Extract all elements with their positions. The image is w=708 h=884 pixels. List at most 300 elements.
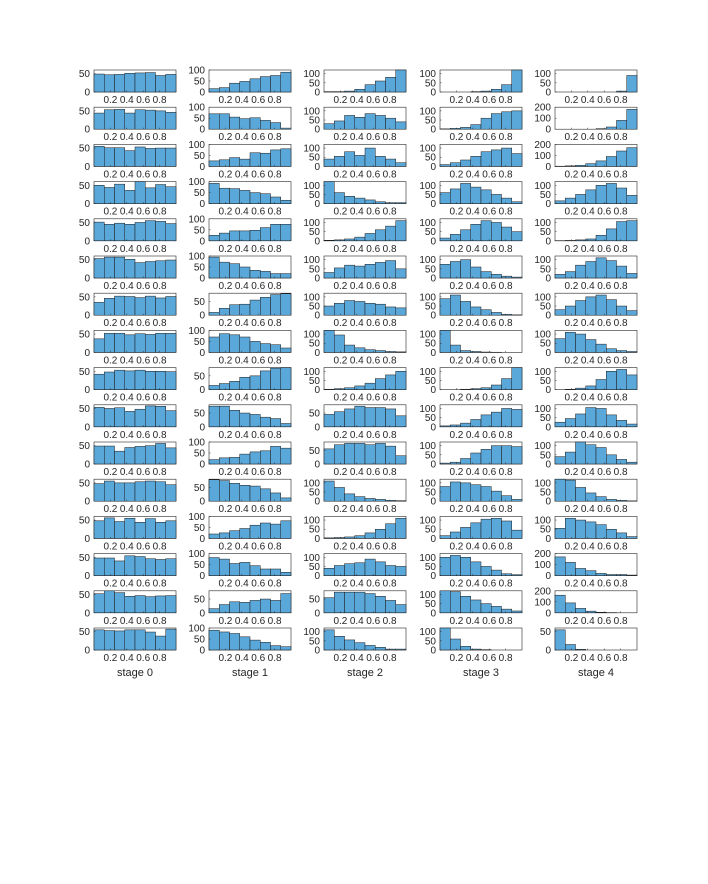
- histogram-bar: [230, 117, 240, 129]
- y-tick-label: 100: [419, 292, 436, 304]
- x-tick-label: 0.4: [465, 318, 480, 330]
- x-axis-label: stage 2: [346, 667, 384, 679]
- x-tick-label: 0.4: [234, 318, 249, 330]
- histogram-bar: [576, 194, 586, 203]
- x-tick-label: 0.2: [564, 504, 579, 516]
- histogram-bar: [135, 596, 145, 613]
- x-tick-label: 0.8: [613, 206, 628, 218]
- histogram-panel: [303, 330, 406, 367]
- histogram-bar: [115, 370, 125, 389]
- histogram-bar: [565, 272, 575, 278]
- y-tick-label: 100: [419, 255, 436, 267]
- histogram-bar: [471, 307, 481, 315]
- histogram-panel: [303, 255, 406, 292]
- y-tick-label: 100: [188, 139, 205, 151]
- histogram-bar: [345, 115, 355, 129]
- y-tick-label: 0: [545, 161, 551, 173]
- y-tick-label: 0: [545, 496, 551, 508]
- x-tick-label: 0.4: [349, 578, 364, 590]
- x-tick-label: 0.6: [597, 541, 612, 553]
- x-tick-label: 0.6: [251, 206, 266, 218]
- histogram-bar: [565, 419, 575, 427]
- histogram-bar: [471, 523, 481, 539]
- histogram-bar: [135, 630, 145, 650]
- histogram-panel: [534, 140, 637, 181]
- x-tick-label: 0.8: [382, 95, 397, 106]
- y-tick-label: 50: [193, 296, 205, 308]
- histogram-bar: [115, 257, 125, 278]
- histogram-bar: [240, 529, 250, 539]
- histogram-bar: [375, 562, 385, 576]
- x-tick-label: 0.6: [366, 95, 381, 106]
- histogram-bar: [250, 270, 260, 278]
- histogram-bar: [94, 374, 104, 389]
- x-tick-label: 0.8: [613, 653, 628, 664]
- histogram-bar: [375, 596, 385, 613]
- x-tick-label: 0.8: [613, 615, 628, 627]
- x-tick-label: 0.8: [498, 504, 513, 516]
- histogram-bar: [94, 222, 104, 241]
- histogram-bar: [502, 198, 512, 204]
- y-tick-label: 0: [430, 87, 436, 99]
- histogram-bar: [627, 221, 637, 241]
- histogram-bar: [219, 262, 229, 278]
- x-tick-label: 0.6: [251, 615, 266, 627]
- histogram-bar: [396, 352, 406, 353]
- histogram-bar: [209, 114, 219, 129]
- histogram-bar: [209, 161, 219, 167]
- column-stage-2: [303, 69, 406, 679]
- histogram-bar: [576, 608, 586, 612]
- y-tick-label: 100: [303, 255, 320, 267]
- histogram-bar: [324, 630, 334, 650]
- histogram-bar: [491, 606, 501, 612]
- y-tick-label: 50: [193, 371, 205, 383]
- x-tick-label: 0.4: [234, 243, 249, 255]
- histogram-bar: [219, 559, 229, 576]
- histogram-bar: [104, 558, 114, 576]
- histogram-bar: [386, 566, 396, 576]
- x-tick-label: 0.2: [333, 318, 348, 330]
- histogram-panel: [419, 218, 522, 255]
- y-tick-label: 100: [303, 292, 320, 304]
- x-axis-label: stage 3: [462, 667, 500, 679]
- y-tick-label: 50: [78, 627, 90, 639]
- histogram-bar: [209, 337, 219, 352]
- x-tick-label: 0.8: [613, 578, 628, 590]
- histogram-bar: [135, 557, 145, 576]
- histogram-bar: [271, 274, 281, 278]
- histogram-bar: [271, 419, 281, 427]
- histogram-bar: [386, 500, 396, 501]
- histogram-bar: [512, 611, 522, 613]
- histogram-bar: [596, 161, 606, 167]
- y-tick-label: 100: [419, 329, 436, 341]
- histogram-panel: [188, 624, 291, 665]
- histogram-bar: [440, 238, 450, 241]
- y-tick-label: 50: [193, 448, 205, 460]
- x-tick-label: 0.8: [152, 169, 167, 181]
- histogram-panel: [309, 591, 406, 627]
- x-tick-label: 0.8: [382, 504, 397, 516]
- histogram-bar: [596, 129, 606, 130]
- histogram-bar: [386, 446, 396, 464]
- y-tick-label: 50: [78, 217, 90, 229]
- histogram-bar: [260, 599, 270, 613]
- histogram-panel: [419, 404, 522, 441]
- histogram-bar: [281, 128, 291, 129]
- y-tick-label: 50: [539, 450, 551, 462]
- histogram-bar: [250, 600, 260, 612]
- histogram-bar: [396, 566, 406, 575]
- histogram-bar: [219, 334, 229, 353]
- y-tick-label: 0: [199, 533, 205, 545]
- histogram-bar: [345, 443, 355, 464]
- histogram-panel: [79, 330, 176, 367]
- histogram-bar: [145, 519, 155, 539]
- histogram-bar: [396, 221, 406, 241]
- x-tick-label: 0.8: [613, 243, 628, 255]
- histogram-bar: [324, 330, 334, 352]
- y-tick-label: 50: [539, 338, 551, 350]
- histogram-bar: [565, 603, 575, 613]
- y-tick-label: 50: [78, 180, 90, 192]
- histogram-bar: [461, 483, 471, 501]
- histogram-bar: [565, 518, 575, 538]
- histogram-bar: [450, 234, 460, 240]
- histogram-panel: [194, 368, 291, 404]
- histogram-bar: [260, 642, 270, 650]
- x-tick-label: 0.2: [218, 504, 233, 516]
- histogram-bar: [565, 198, 575, 204]
- x-tick-label: 0.4: [119, 615, 134, 627]
- y-tick-label: 0: [314, 422, 320, 434]
- x-tick-label: 0.6: [597, 95, 612, 106]
- histogram-panel: [534, 516, 637, 553]
- histogram-bar: [617, 575, 627, 576]
- histogram-bar: [461, 459, 471, 465]
- x-tick-label: 0.2: [564, 243, 579, 255]
- histogram-bar: [471, 351, 481, 352]
- x-tick-label: 0.6: [482, 318, 497, 330]
- y-tick-label: 100: [303, 217, 320, 229]
- y-tick-label: 100: [419, 366, 436, 378]
- y-tick-label: 50: [193, 522, 205, 534]
- histogram-bar: [512, 277, 522, 278]
- histogram-bar: [240, 190, 250, 203]
- histogram-bar: [386, 409, 396, 427]
- histogram-bar: [219, 384, 229, 390]
- histogram-panel: [303, 292, 406, 329]
- x-tick-label: 0.6: [366, 132, 381, 144]
- x-tick-label: 0.2: [103, 504, 118, 516]
- histogram-panel: [534, 103, 637, 144]
- y-tick-label: 50: [424, 450, 436, 462]
- histogram-bar: [260, 371, 270, 390]
- histogram-bar: [440, 193, 450, 204]
- histogram-bar: [166, 521, 176, 539]
- x-tick-label: 0.2: [218, 355, 233, 367]
- histogram-bar: [396, 371, 406, 389]
- x-tick-label: 0.8: [267, 318, 282, 330]
- y-tick-label: 50: [539, 413, 551, 425]
- histogram-bar: [334, 566, 344, 576]
- y-tick-label: 0: [199, 310, 205, 322]
- histogram-bar: [365, 264, 375, 278]
- x-tick-label: 0.4: [465, 169, 480, 181]
- y-tick-label: 0: [430, 571, 436, 583]
- histogram-bar: [135, 263, 145, 278]
- y-tick-label: 50: [78, 106, 90, 118]
- y-tick-label: 200: [534, 586, 551, 598]
- histogram-bar: [135, 182, 145, 204]
- histogram-bar: [606, 415, 616, 427]
- histogram-bar: [555, 528, 565, 538]
- histogram-bar: [576, 414, 586, 427]
- x-tick-label: 0.4: [349, 467, 364, 478]
- histogram-bar: [576, 240, 586, 241]
- y-tick-label: 0: [430, 347, 436, 359]
- histogram-bar: [334, 412, 344, 427]
- x-tick-label: 0.6: [251, 95, 266, 106]
- histogram-bar: [104, 408, 114, 426]
- histogram-bar: [576, 649, 586, 650]
- histogram-bar: [345, 239, 355, 241]
- x-tick-label: 0.4: [349, 243, 364, 255]
- histogram-bar: [156, 148, 166, 166]
- histogram-bar: [586, 297, 596, 315]
- y-tick-label: 100: [188, 511, 205, 523]
- x-tick-label: 0.6: [251, 281, 266, 292]
- histogram-bar: [271, 446, 281, 464]
- y-tick-label: 100: [534, 329, 551, 341]
- histogram-bar: [396, 269, 406, 278]
- histogram-bar: [260, 228, 270, 241]
- histogram-bar: [271, 123, 281, 130]
- histogram-panel: [419, 69, 522, 106]
- histogram-bar: [209, 89, 219, 92]
- histogram-bar: [219, 481, 229, 502]
- y-tick-label: 50: [424, 78, 436, 90]
- histogram-panel: [79, 590, 176, 627]
- x-tick-label: 0.4: [465, 355, 480, 367]
- histogram-bar: [240, 119, 250, 130]
- histogram-bar: [324, 481, 334, 501]
- histogram-panel: [79, 218, 176, 255]
- histogram-bar: [260, 417, 270, 427]
- y-tick-label: 0: [545, 533, 551, 545]
- histogram-bar: [104, 187, 114, 203]
- x-tick-label: 0.4: [349, 504, 364, 516]
- histogram-panel: [303, 516, 406, 553]
- y-tick-label: 0: [314, 608, 320, 620]
- x-tick-label: 0.8: [267, 429, 282, 441]
- x-tick-label: 0.6: [366, 653, 381, 664]
- y-tick-label: 50: [424, 301, 436, 313]
- histogram-bar: [512, 368, 522, 390]
- y-tick-label: 50: [424, 189, 436, 201]
- x-tick-label: 0.6: [366, 615, 381, 627]
- x-tick-label: 0.4: [119, 429, 134, 441]
- histogram-bar: [135, 298, 145, 316]
- y-tick-label: 0: [545, 571, 551, 583]
- histogram-bar: [502, 609, 512, 613]
- y-tick-label: 50: [539, 627, 551, 639]
- histogram-bar: [166, 74, 176, 92]
- histogram-bar: [334, 240, 344, 241]
- histogram-bar: [512, 447, 522, 464]
- histogram-bar: [94, 259, 104, 278]
- x-tick-label: 0.8: [152, 281, 167, 292]
- histogram-bar: [125, 224, 135, 241]
- histogram-bar: [555, 479, 565, 501]
- y-tick-label: 50: [424, 375, 436, 387]
- x-tick-label: 0.4: [119, 355, 134, 367]
- x-tick-label: 0.4: [465, 504, 480, 516]
- histogram-bar: [145, 110, 155, 129]
- histogram-bar: [386, 261, 396, 278]
- x-tick-label: 0.6: [251, 541, 266, 553]
- histogram-bar: [115, 408, 125, 427]
- x-tick-label: 0.2: [218, 281, 233, 292]
- histogram-bar: [512, 232, 522, 241]
- histogram-panel: [419, 144, 522, 181]
- y-tick-label: 50: [424, 264, 436, 276]
- x-tick-label: 0.4: [234, 429, 249, 441]
- histogram-bar: [125, 596, 135, 613]
- y-tick-label: 0: [314, 496, 320, 508]
- histogram-bar: [166, 224, 176, 241]
- histogram-bar: [104, 631, 114, 650]
- y-tick-label: 0: [430, 310, 436, 322]
- histogram-bar: [355, 301, 365, 315]
- column-stage-3: [419, 69, 522, 679]
- histogram-panel: [79, 106, 176, 143]
- histogram-bar: [355, 443, 365, 464]
- histogram-bar: [440, 536, 450, 539]
- histogram-panel: [309, 442, 406, 478]
- histogram-bar: [555, 422, 565, 427]
- histogram-bar: [250, 640, 260, 650]
- y-tick-label: 0: [545, 273, 551, 285]
- x-tick-label: 0.6: [482, 392, 497, 404]
- histogram-bar: [250, 525, 260, 538]
- y-tick-label: 100: [188, 65, 205, 77]
- histogram-bar: [617, 151, 627, 166]
- histogram-bar: [125, 483, 135, 501]
- x-tick-label: 0.4: [580, 132, 595, 144]
- histogram-bar: [260, 77, 270, 92]
- histogram-bar: [375, 499, 385, 501]
- x-tick-label: 0.2: [564, 429, 579, 441]
- y-tick-label: 50: [539, 524, 551, 536]
- histogram-bar: [230, 158, 240, 167]
- histogram-bar: [606, 349, 616, 353]
- histogram-panel: [79, 553, 176, 590]
- histogram-bar: [219, 406, 229, 427]
- x-tick-label: 0.6: [251, 467, 266, 478]
- histogram-bar: [250, 118, 260, 129]
- histogram-bar: [586, 262, 596, 279]
- histogram-bar: [355, 592, 365, 613]
- histogram-bar: [617, 120, 627, 129]
- y-tick-label: 0: [545, 459, 551, 471]
- histogram-bar: [386, 226, 396, 241]
- histogram-bar: [555, 339, 565, 353]
- histogram-panel: [303, 367, 406, 404]
- histogram-bar: [334, 193, 344, 204]
- histogram-bar: [491, 446, 501, 464]
- x-tick-label: 0.2: [449, 318, 464, 330]
- x-tick-label: 0.8: [498, 392, 513, 404]
- histogram-bar: [281, 448, 291, 464]
- histogram-panel: [303, 218, 406, 255]
- x-tick-label: 0.2: [103, 615, 118, 627]
- y-tick-label: 0: [545, 422, 551, 434]
- y-tick-label: 0: [84, 347, 90, 359]
- histogram-bar: [240, 231, 250, 241]
- y-tick-label: 0: [199, 161, 205, 173]
- histogram-panel: [419, 181, 522, 218]
- x-tick-label: 0.6: [136, 206, 151, 218]
- x-tick-label: 0.2: [218, 578, 233, 590]
- y-tick-label: 0: [430, 236, 436, 248]
- histogram-panel: [79, 367, 176, 404]
- x-tick-label: 0.8: [382, 355, 397, 367]
- y-tick-label: 50: [539, 375, 551, 387]
- histogram-bar: [471, 156, 481, 166]
- histogram-bar: [365, 408, 375, 427]
- histogram-bar: [345, 564, 355, 576]
- histogram-bar: [260, 120, 270, 129]
- histogram-bar: [104, 148, 114, 167]
- histogram-bar: [115, 74, 125, 92]
- y-tick-label: 100: [188, 214, 205, 226]
- histogram-bar: [334, 487, 344, 501]
- x-tick-label: 0.8: [382, 318, 397, 330]
- histogram-bar: [617, 306, 627, 315]
- x-tick-label: 0.8: [498, 169, 513, 181]
- x-tick-label: 0.4: [465, 467, 480, 478]
- histogram-bar: [166, 333, 176, 352]
- y-tick-label: 100: [534, 217, 551, 229]
- histogram-bar: [375, 529, 385, 538]
- histogram-bar: [627, 76, 637, 93]
- histogram-bar: [502, 446, 512, 464]
- x-tick-label: 0.6: [136, 504, 151, 516]
- y-tick-label: 100: [419, 106, 436, 118]
- y-tick-label: 50: [78, 69, 90, 81]
- histogram-bar: [386, 351, 396, 352]
- histogram-panel: [188, 66, 291, 107]
- histogram-bar: [440, 463, 450, 464]
- histogram-bar: [386, 600, 396, 612]
- y-tick-label: 100: [419, 180, 436, 192]
- column-stage-4: [534, 69, 637, 679]
- x-tick-label: 0.6: [251, 132, 266, 144]
- x-tick-label: 0.6: [366, 206, 381, 218]
- histogram-bar: [627, 375, 637, 390]
- histogram-bar: [209, 257, 219, 278]
- x-tick-label: 0.8: [498, 467, 513, 478]
- histogram-bar: [365, 645, 375, 650]
- histogram-panel: [534, 292, 637, 329]
- x-tick-label: 0.6: [597, 467, 612, 478]
- x-tick-label: 0.8: [613, 541, 628, 553]
- x-tick-label: 0.6: [251, 392, 266, 404]
- histogram-bar: [104, 224, 114, 241]
- histogram-bar: [260, 271, 270, 278]
